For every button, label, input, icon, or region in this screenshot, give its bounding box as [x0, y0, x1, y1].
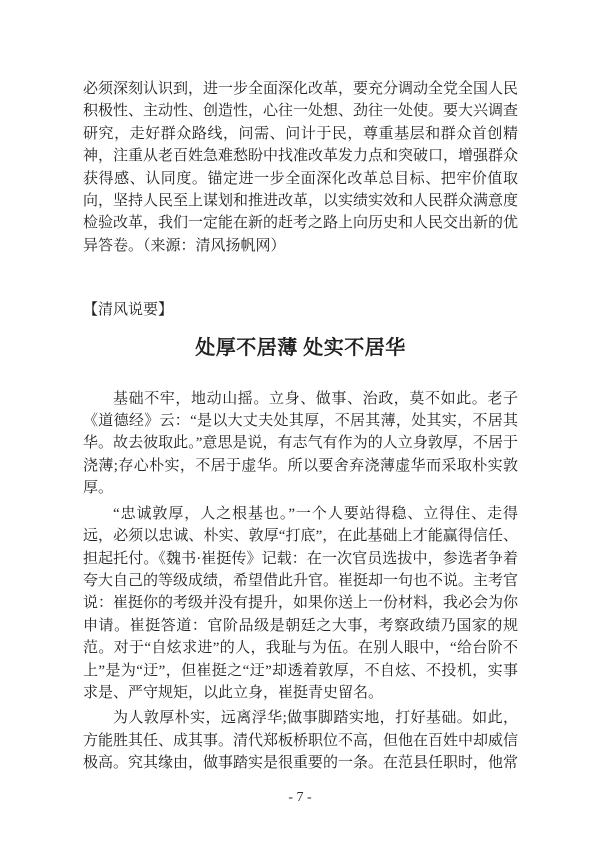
page-content — [83, 78, 518, 775]
body-paragraph: 基础不牢，地动山摇。立身、做事、治政，莫不如此。老子《道德经》云：“是以大丈夫处其厚，不居其薄，处其实，不居其华。故去彼取此。”意思是说，有志气有作为的人立身敦厚，不居于浇薄;存心朴实，不居于虚华。所以要舍弃浇薄虚华而采取朴实敦厚。 — [83, 390, 518, 497]
page-number: - 7 - — [288, 790, 312, 805]
body-paragraph: 为人敦厚朴实，远离浮华;做事脚踏实地，打好基础。如此，方能胜其任、成其事。清代郑板桥职位不高，但他在百姓中却威信极高。究其缘由，做事踏实是很重要的一条。在范县任职时，他常 — [83, 710, 519, 772]
body-paragraph: “忠诚敦厚，人之根基也。”一个人要站得稳、立得住、走得远，必须以忠诚、朴实、敦厚“打底”，在此基础上才能赢得信任、担起托付。《魏书·崔挺传》记载：在一次官员选拔中，参选者争着夸大自己的等级成绩，希望借此升官。崔挺却一句也不说。主考官说：崔挺你的考级并没有提升，如果你送上一份材料，我必会为你申请。崔挺答道：官阶品级是朝廷之大事，考察政绩乃国家的规范。对于“自炫求进”的人，我耻与为伍。在别人眼中，“给台阶不上”是为“迂”，但崔挺之“迂”却透着敦厚，不自炫、不投机，实事求是、严守规矩，以此立身，崔挺青史留名。 — [83, 505, 519, 701]
article-title: 处厚不居薄 处实不居华 — [195, 336, 406, 359]
section-marker: 【清风说要】 — [83, 302, 174, 319]
continuation-paragraph: 必须深刻认识到，进一步全面深化改革，要充分调动全党全国人民积极性、主动性、创造性，心往一处想、劲往一处使。要大兴调查研究，走好群众路线，问需、问计于民，尊重基层和群众首创精神，注重从老百姓急难愁盼中找准改革发力点和突破口，增强群众获得感、认同度。锚定进一步全面深化改革总目标、把牢价值取向，坚持人民至上谋划和推进改革，以实绩实效和人民群众满意度检验改革，我们一定能在新的赶考之路上向历史和人民交出新的优异答卷。（来源：清风扬帆网） — [83, 81, 519, 254]
